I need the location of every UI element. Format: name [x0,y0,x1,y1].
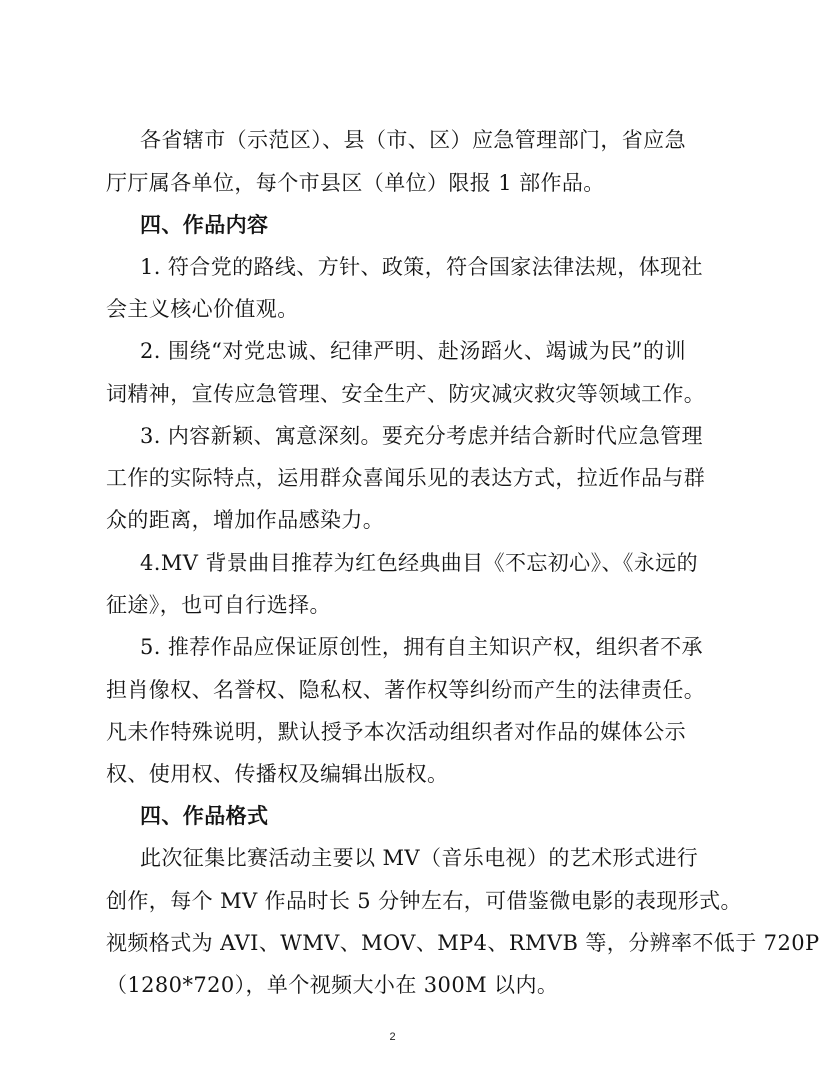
paragraph-line: 5. 推荐作品应保证原创性，拥有自主知识产权，组织者不承 [140,635,703,659]
paragraph-line: 工作的实际特点，运用群众喜闻乐见的表达方式，拉近作品与群 [106,466,706,490]
paragraph-line: 此次征集比赛活动主要以 MV（音乐电视）的艺术形式进行 [140,846,699,870]
paragraph-line: 征途》，也可自行选择。 [106,593,331,617]
paragraph-line: 视频格式为 AVI、WMV、MOV、MP4、RMVB 等，分辨率不低于 720P [106,931,820,955]
page-number: 2 [389,1031,396,1043]
paragraph-line: 担肖像权、名誉权、隐私权、著作权等纠纷而产生的法律责任。 [106,678,706,702]
paragraph-line: 各省辖市（示范区）、县（市、区）应急管理部门，省应急 [140,128,686,152]
paragraph-line: 创作，每个 MV 作品时长 5 分钟左右，可借鉴微电影的表现形式。 [106,889,742,913]
paragraph-line: 会主义核心价值观。 [106,297,299,321]
paragraph-line: 3. 内容新颖、寓意深刻。要充分考虑并结合新时代应急管理 [140,424,703,448]
section-heading: 四、作品内容 [140,213,269,237]
paragraph-line: 凡未作特殊说明，默认授予本次活动组织者对作品的媒体公示 [106,720,686,744]
paragraph-line: 众的距离，增加作品感染力。 [106,508,385,532]
paragraph-line: 4.MV 背景曲目推荐为红色经典曲目《不忘初心》、《永远的 [140,551,698,575]
paragraph-line: 权、使用权、传播权及编辑出版权。 [106,762,449,786]
paragraph-line: （1280*720），单个视频大小在 300M 以内。 [106,973,559,997]
paragraph-line: 词精神，宣传应急管理、安全生产、防灾减灾救灾等领域工作。 [106,382,706,406]
paragraph-line: 2. 围绕“对党忠诚、纪律严明、赴汤蹈火、竭诚为民”的训 [140,339,686,363]
paragraph-line: 1. 符合党的路线、方针、政策，符合国家法律法规，体现社 [140,255,703,279]
section-heading: 四、作品格式 [140,804,269,828]
paragraph-line: 厅厅属各单位，每个市县区（单位）限报 1 部作品。 [106,171,605,195]
